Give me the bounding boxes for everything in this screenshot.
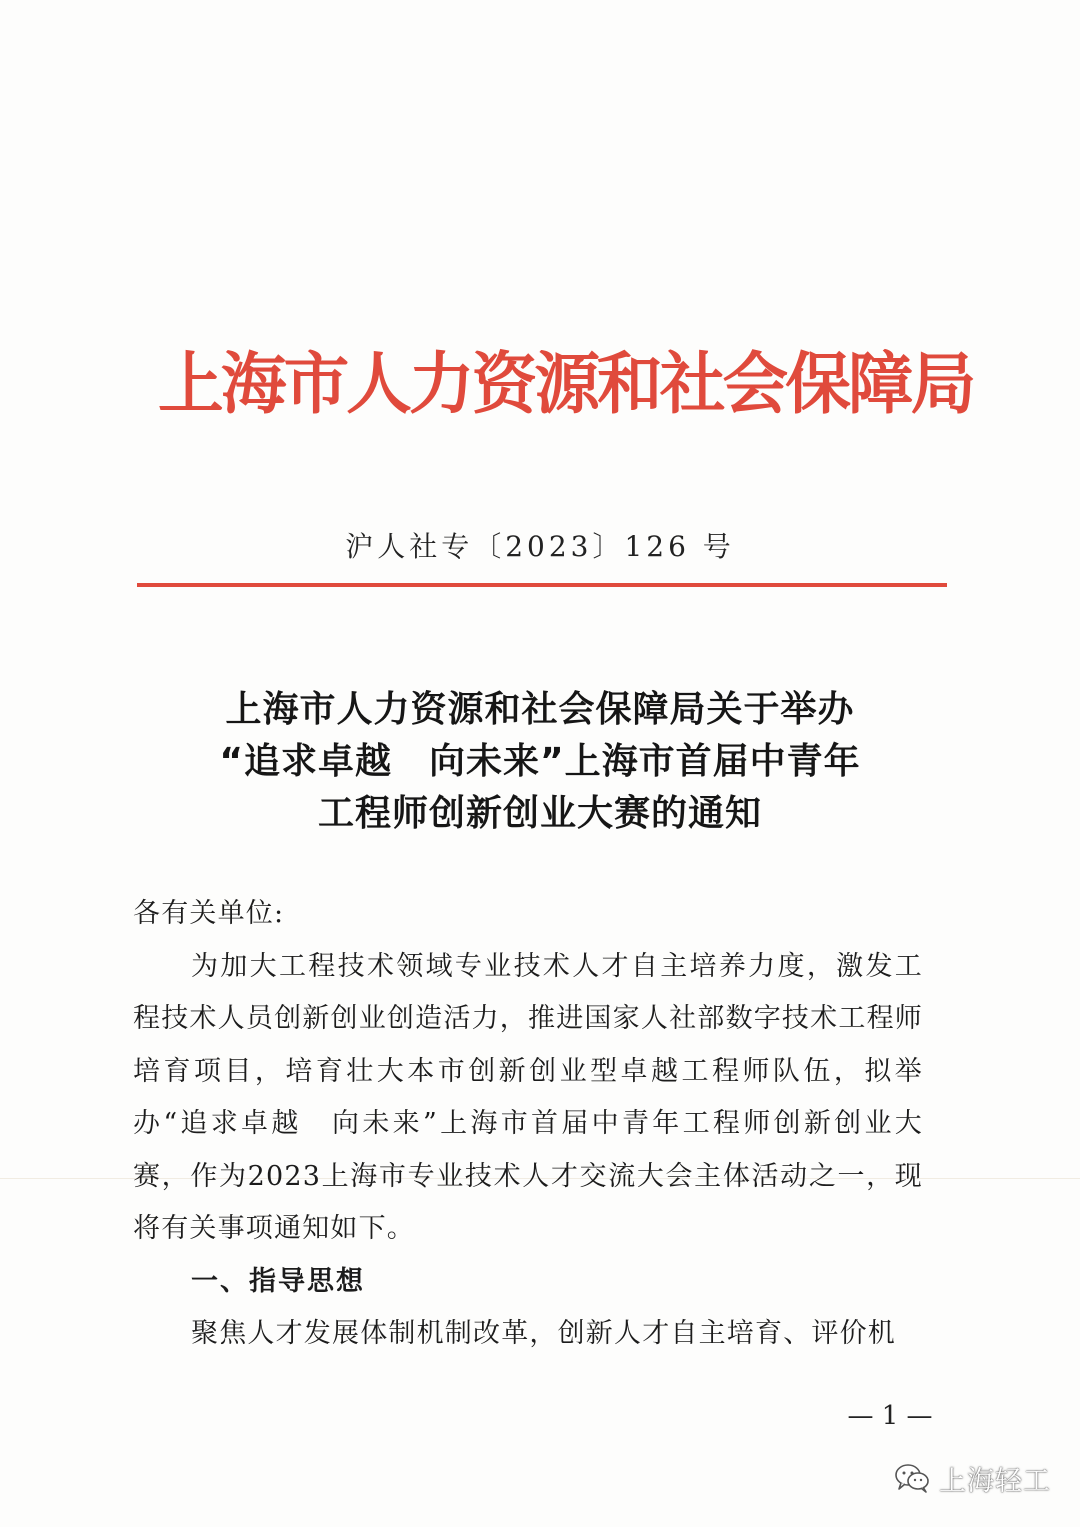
document-number: 沪人社专〔2023〕126 号 <box>345 530 735 563</box>
paragraph-intro: 为加大工程技术领域专业技术人才自主培养力度，激发工程技术人员创新创业创造活力，推进国家人社部数字技术工程师培育项目，培育壮大本市创新创业型卓越工程师队伍，拟举办“追求卓越 向未来”上海市首届中青年工程师创新创业大赛，作为2023上海市专业技术人才交流大会主体活动之一，现将有关事项通知如下。 <box>133 950 923 1244</box>
paragraph-guiding-ideology: 聚焦人才发展体制机制改革，创新人才自主培育、评价机 <box>191 1318 896 1349</box>
watermark-text: 上海轻工 <box>939 1465 1051 1497</box>
red-divider-line <box>137 583 947 587</box>
page-number: — 1 — <box>847 1401 933 1431</box>
title-line-2: “追求卓越 向未来”上海市首届中青年 <box>219 741 861 782</box>
section-heading-guiding-ideology: 一、指导思想 <box>191 1265 365 1297</box>
agency-letterhead: 上海市人力资源和社会保障局 <box>158 344 974 423</box>
title-line-1: 上海市人力资源和社会保障局关于举办 <box>225 689 855 730</box>
title-line-3: 工程师创新创业大赛的通知 <box>317 793 762 834</box>
wechat-watermark <box>893 1456 1051 1500</box>
document-body <box>133 888 923 1361</box>
document-title <box>0 684 1080 840</box>
salutation: 各有关单位: <box>133 898 285 929</box>
wechat-icon <box>893 1461 931 1495</box>
